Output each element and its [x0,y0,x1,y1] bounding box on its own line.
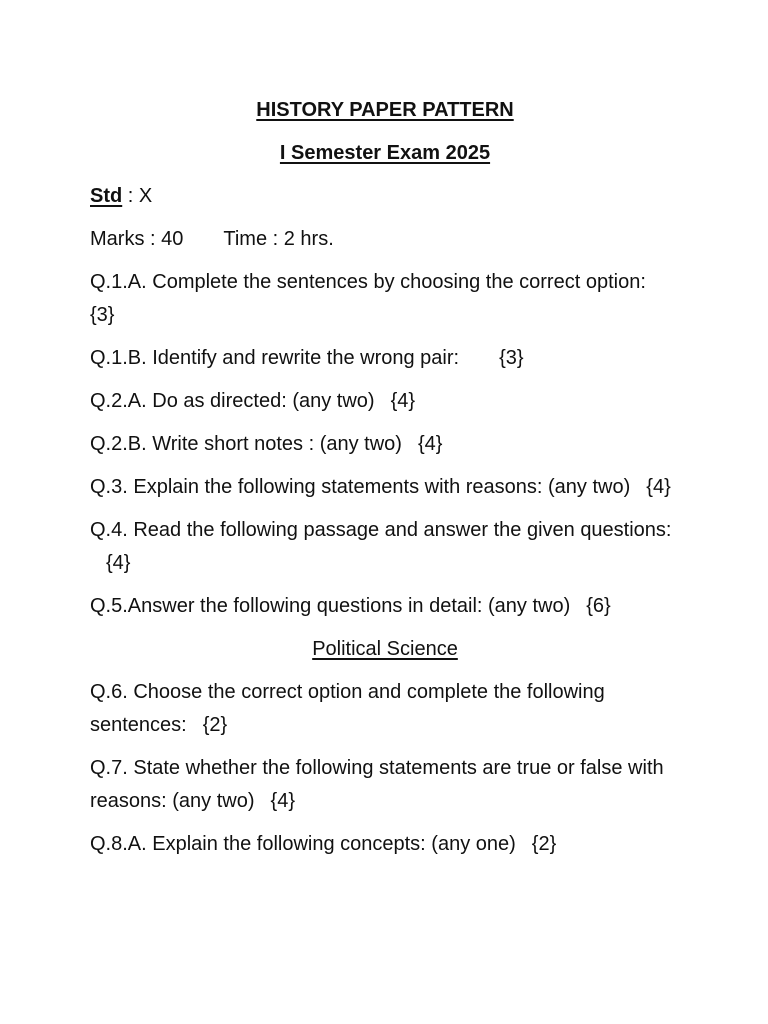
question-marks: {4} [417,433,443,455]
page-title: HISTORY PAPER PATTERN [256,99,514,121]
time-text: Time : 2 hrs. [223,228,334,250]
question-q1b [90,342,680,375]
question-text: Q.1.B. Identify and rewrite the wrong pair: [90,347,460,369]
question-marks: {2} [202,714,228,736]
question-marks: {4} [270,790,295,812]
exam-subtitle: I Semester Exam 2025 [279,142,491,164]
question-marks: {3} [499,347,524,369]
question-marks: {6} [586,595,611,617]
question-q6 [90,676,680,742]
marks-time-line [90,223,680,256]
question-text: Q.3. Explain the following statements with reasons: (any two) [90,476,631,498]
question-q7 [90,752,680,818]
question-marks: {2} [531,833,557,855]
question-marks: {3} [90,304,115,326]
question-text: Q.2.A. Do as directed: (any two) [90,390,375,412]
question-q1a [90,266,680,332]
question-marks: {4} [106,552,131,574]
question-q3 [90,471,680,504]
question-text: Q.5.Answer the following questions in detail: (any two) [90,595,571,617]
question-text: Q.4. Read the following passage and answer the given questions: [90,519,672,541]
question-text: Q.7. State whether the following statements are true or false with reasons: (any two) [90,757,664,812]
std-label: Std [90,185,123,207]
question-q4 [90,514,680,580]
question-text: Q.1.A. Complete the sentences by choosing the correct option: [90,271,646,293]
document-content [90,94,680,871]
question-marks: {4} [390,390,416,412]
std-value: : X [122,185,153,207]
question-q8a [90,828,680,861]
question-q2b [90,428,680,461]
question-text: Q.8.A. Explain the following concepts: (any one) [90,833,516,855]
question-q5 [90,590,680,623]
question-text: Q.2.B. Write short notes : (any two) [90,433,402,455]
section-heading: Political Science [312,638,458,660]
std-line [90,180,680,213]
question-q2a [90,385,680,418]
question-marks: {4} [646,476,671,498]
question-text: Q.6. Choose the correct option and complete the following sentences: [90,681,605,736]
marks-text: Marks : 40 [90,228,184,250]
